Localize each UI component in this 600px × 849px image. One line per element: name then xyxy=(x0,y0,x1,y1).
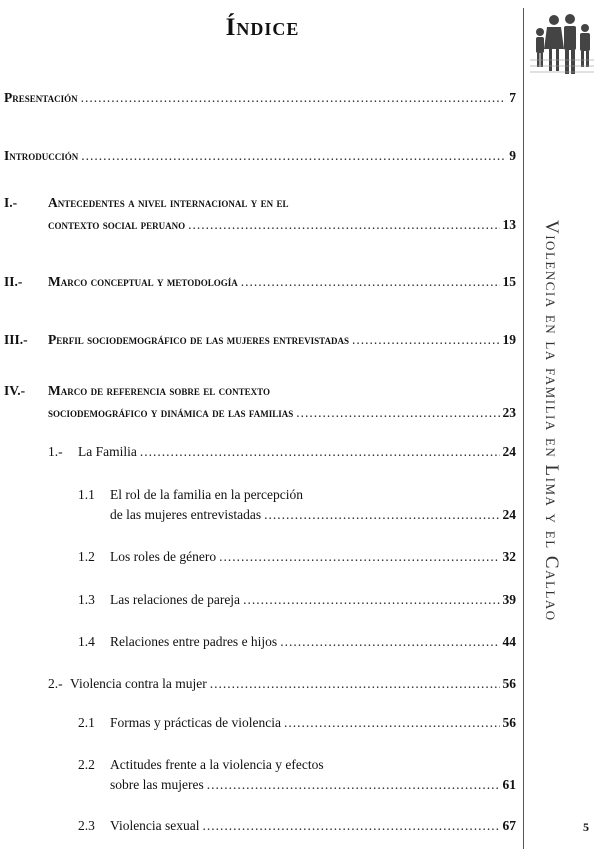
toc-section-number: 1.1 xyxy=(78,487,95,502)
page-title: Índice xyxy=(225,14,300,41)
toc-page-number: 39 xyxy=(502,592,516,607)
toc-entry-section-4[interactable] xyxy=(4,383,516,423)
toc-entry-label: Los roles de género xyxy=(110,549,217,564)
dot-leader xyxy=(243,592,499,608)
dot-leader xyxy=(352,332,499,348)
toc-entry-4-2-2[interactable] xyxy=(78,757,516,797)
dot-leader xyxy=(219,549,499,565)
dot-leader xyxy=(140,444,500,460)
toc-page-number: 67 xyxy=(502,818,516,833)
toc-entry-4-1-2[interactable] xyxy=(78,549,516,565)
toc-page-number: 23 xyxy=(502,405,516,420)
toc-entry-4-2-1[interactable] xyxy=(78,715,516,731)
dot-leader xyxy=(241,274,500,290)
toc-page-number: 24 xyxy=(502,507,516,522)
dot-leader xyxy=(284,715,500,731)
toc-page-number: 7 xyxy=(509,90,516,105)
toc-entry-4-1-3[interactable] xyxy=(78,592,516,608)
dot-leader xyxy=(296,405,499,421)
toc-entry-label: La Familia xyxy=(78,444,137,459)
toc-entry-label-cont: sociodemográfico y dinámica de las familias xyxy=(48,405,294,420)
toc-entry-label: Relaciones entre padres e hijos xyxy=(110,634,278,649)
toc-section-number: 1.- xyxy=(48,444,63,459)
toc-section-number: 1.4 xyxy=(78,634,95,649)
dot-leader xyxy=(188,217,499,233)
toc-entry-presentacion[interactable] xyxy=(4,90,516,106)
toc-entry-4-2-3[interactable] xyxy=(78,818,516,834)
toc-entry-section-3[interactable] xyxy=(4,332,516,348)
toc-page-number: 61 xyxy=(502,777,516,792)
toc-entry-4-1-1[interactable] xyxy=(78,487,516,527)
toc-section-number: 2.- xyxy=(48,676,63,691)
toc-entry-4-1-4[interactable] xyxy=(78,634,516,650)
toc-entry-label: Introducción xyxy=(4,148,79,163)
toc-page-number: 24 xyxy=(502,444,516,459)
toc-page-number: 19 xyxy=(502,332,516,347)
toc-section-number: III.- xyxy=(4,332,28,347)
dot-leader xyxy=(81,90,507,106)
toc-page-number: 44 xyxy=(502,634,516,649)
toc-section-number: I.- xyxy=(4,195,18,210)
toc-section-number: II.- xyxy=(4,274,23,289)
toc-entry-label: Formas y prácticas de violencia xyxy=(110,715,281,730)
dot-leader xyxy=(81,148,506,164)
toc-section-number: 2.3 xyxy=(78,818,95,833)
toc-section-number: 2.1 xyxy=(78,715,95,730)
toc-entry-section-1[interactable] xyxy=(4,195,516,235)
dot-leader xyxy=(207,777,500,793)
dot-leader xyxy=(203,818,500,834)
toc-entry-label: Las relaciones de pareja xyxy=(110,592,241,607)
dot-leader xyxy=(280,634,499,650)
toc-entry-label-cont: contexto social peruano xyxy=(48,217,186,232)
running-title xyxy=(538,220,568,830)
toc-entry-label: Perfil sociodemográfico de las mujeres entrevistadas xyxy=(48,332,350,347)
toc-entry-label: El rol de la familia en la percepción xyxy=(110,487,304,502)
toc-page-number: 56 xyxy=(502,676,516,691)
toc-entry-label: Presentación xyxy=(4,90,78,105)
toc-entry-label: Violencia sexual xyxy=(110,818,200,833)
family-logo-icon xyxy=(530,10,594,82)
toc-entry-label: Antecedentes a nivel internacional y en el xyxy=(48,195,289,210)
toc-page-number: 15 xyxy=(502,274,516,289)
page-number: 5 xyxy=(583,820,589,834)
toc-section-number: 2.2 xyxy=(78,757,95,772)
toc-page-number: 56 xyxy=(502,715,516,730)
margin-rule xyxy=(523,8,524,849)
toc-entry-section-2[interactable] xyxy=(4,274,516,290)
toc-entry-label: Violencia contra la mujer xyxy=(70,676,207,691)
toc-page-number: 13 xyxy=(502,217,516,232)
toc-section-number: IV.- xyxy=(4,383,26,398)
toc-page-number: 32 xyxy=(502,549,516,564)
toc-entry-introduccion[interactable] xyxy=(4,148,516,164)
toc-entry-label-cont: sobre las mujeres xyxy=(110,777,204,792)
toc-entry-label-cont: de las mujeres entrevistadas xyxy=(110,507,262,522)
toc-page-number: 9 xyxy=(509,148,516,163)
toc-entry-4-2[interactable] xyxy=(48,676,516,692)
toc-entry-4-1[interactable] xyxy=(48,444,516,460)
dot-leader xyxy=(264,507,499,523)
toc-entry-label: Marco conceptual y metodología xyxy=(48,274,238,289)
toc-entry-label: Marco de referencia sobre el contexto xyxy=(48,383,270,398)
dot-leader xyxy=(210,676,500,692)
running-title-text: Violencia en la familia en Lima y el Callao xyxy=(541,220,562,622)
toc-section-number: 1.3 xyxy=(78,592,95,607)
toc-section-number: 1.2 xyxy=(78,549,95,564)
toc-entry-label: Actitudes frente a la violencia y efectos xyxy=(110,757,324,772)
